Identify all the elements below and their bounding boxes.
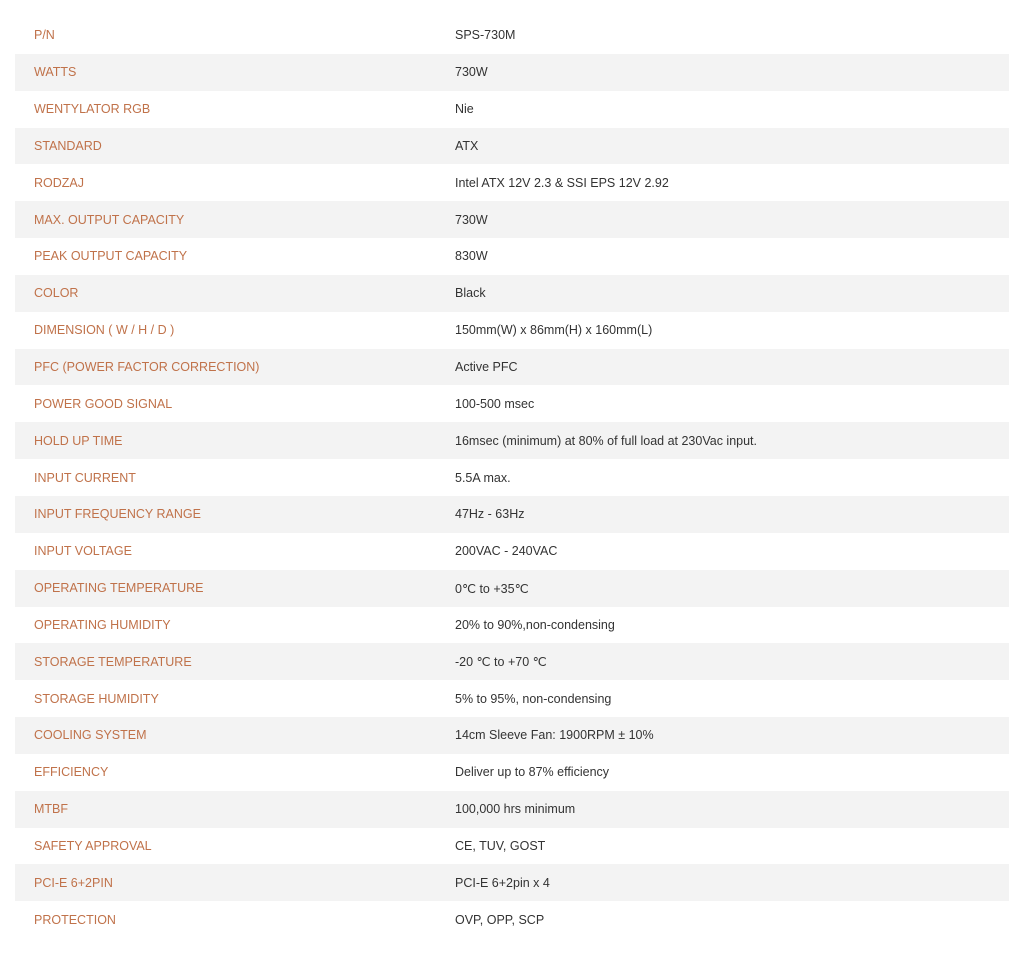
spec-value: PCI-E 6+2pin x 4: [455, 875, 550, 890]
spec-row: [15, 459, 1009, 496]
spec-row: [15, 533, 1009, 570]
spec-row: [15, 828, 1009, 865]
spec-row: [15, 128, 1009, 165]
spec-value: 830W: [455, 249, 488, 264]
spec-row: [15, 385, 1009, 422]
spec-label: COOLING SYSTEM: [34, 728, 147, 743]
spec-value: 5% to 95%, non-condensing: [455, 691, 612, 706]
spec-label: RODZAJ: [34, 175, 84, 190]
spec-row: [15, 754, 1009, 791]
spec-value: 20% to 90%,non-condensing: [455, 617, 615, 632]
spec-label: PCI-E 6+2PIN: [34, 875, 113, 890]
spec-row: [15, 164, 1009, 201]
spec-row: [15, 791, 1009, 828]
spec-label: WATTS: [34, 65, 77, 80]
spec-label: COLOR: [34, 286, 79, 301]
spec-row: [15, 91, 1009, 128]
spec-value: SPS-730M: [455, 28, 516, 43]
spec-label: INPUT CURRENT: [34, 470, 136, 485]
spec-row: [15, 349, 1009, 386]
spec-row: [15, 201, 1009, 238]
spec-row: [15, 238, 1009, 275]
spec-label: MTBF: [34, 802, 69, 817]
spec-value: CE, TUV, GOST: [455, 838, 546, 853]
spec-value: 100,000 hrs minimum: [455, 802, 576, 817]
spec-row: [15, 17, 1009, 54]
spec-row: [15, 54, 1009, 91]
spec-label: WENTYLATOR RGB: [34, 102, 151, 117]
spec-label: PEAK OUTPUT CAPACITY: [34, 249, 188, 264]
spec-row: [15, 496, 1009, 533]
spec-value: Black: [455, 286, 486, 301]
spec-value: Intel ATX 12V 2.3 & SSI EPS 12V 2.92: [455, 175, 669, 190]
spec-label: OPERATING TEMPERATURE: [34, 581, 204, 596]
spec-row: [15, 901, 1009, 938]
spec-label: STORAGE TEMPERATURE: [34, 654, 192, 669]
spec-value: Nie: [455, 102, 474, 117]
spec-label: INPUT FREQUENCY RANGE: [34, 507, 201, 522]
spec-row: [15, 864, 1009, 901]
spec-label: P/N: [34, 28, 55, 43]
spec-value: 730W: [455, 212, 488, 227]
spec-label: SAFETY APPROVAL: [34, 838, 152, 853]
spec-value: Active PFC: [455, 360, 518, 375]
spec-label: OPERATING HUMIDITY: [34, 617, 171, 632]
spec-row: [15, 607, 1009, 644]
spec-value: 16msec (minimum) at 80% of full load at 230Vac input.: [455, 433, 757, 448]
spec-value: Deliver up to 87% efficiency: [455, 765, 610, 780]
spec-table-body: [15, 17, 1009, 938]
spec-value: 0℃ to +35℃: [455, 581, 529, 596]
spec-label: EFFICIENCY: [34, 765, 109, 780]
spec-value: 730W: [455, 65, 488, 80]
spec-row: [15, 312, 1009, 349]
spec-label: PROTECTION: [34, 912, 116, 927]
spec-value: ATX: [455, 138, 479, 153]
spec-value: 14cm Sleeve Fan: 1900RPM ± 10%: [455, 728, 654, 743]
spec-value: 5.5A max.: [455, 470, 511, 485]
spec-label: STANDARD: [34, 138, 102, 153]
spec-row: [15, 680, 1009, 717]
spec-row: [15, 422, 1009, 459]
spec-label: DIMENSION ( W / H / D ): [34, 323, 175, 338]
spec-row: [15, 570, 1009, 607]
spec-label: POWER GOOD SIGNAL: [34, 396, 173, 411]
spec-value: 150mm(W) x 86mm(H) x 160mm(L): [455, 323, 653, 338]
spec-value: 47Hz - 63Hz: [455, 507, 525, 522]
spec-table: [15, 17, 1009, 938]
spec-value: OVP, OPP, SCP: [455, 912, 545, 927]
spec-row: [15, 643, 1009, 680]
spec-label: MAX. OUTPUT CAPACITY: [34, 212, 185, 227]
spec-label: PFC (POWER FACTOR CORRECTION): [34, 360, 260, 375]
spec-label: INPUT VOLTAGE: [34, 544, 132, 559]
spec-value: 200VAC - 240VAC: [455, 544, 558, 559]
spec-label: HOLD UP TIME: [34, 433, 123, 448]
spec-value: 100-500 msec: [455, 396, 535, 411]
spec-value: -20 ℃ to +70 ℃: [455, 655, 547, 670]
spec-label: STORAGE HUMIDITY: [34, 691, 159, 706]
spec-row: [15, 717, 1009, 754]
spec-row: [15, 275, 1009, 312]
